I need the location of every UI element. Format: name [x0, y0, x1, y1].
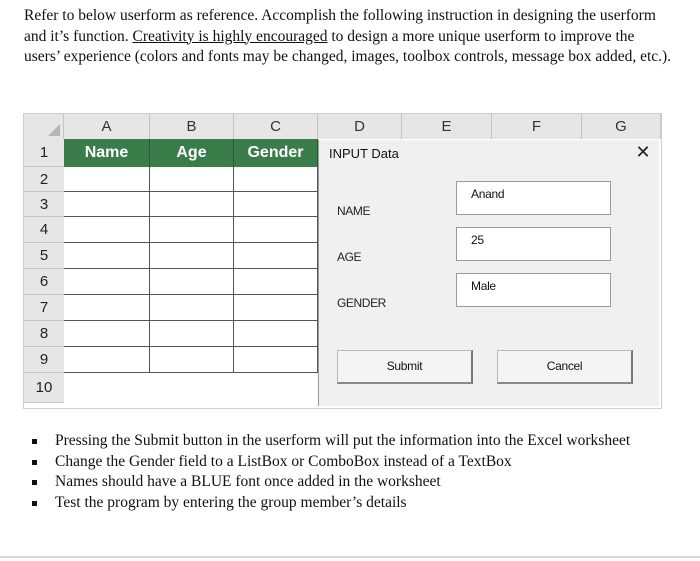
gender-label: GENDER — [337, 296, 386, 310]
list-item: Test the program by entering the group member’s details — [30, 493, 650, 514]
instructions-text-end: to design a more unique userform to improve the users’ experience (colors and fonts may be changed, images, toolbox controls, message box added, etc.). — [24, 27, 672, 65]
grid-cell[interactable] — [150, 192, 234, 217]
grid-cell[interactable] — [64, 295, 150, 321]
creativity-underlined-text: Creativity is highly encouraged — [132, 27, 328, 45]
age-label: AGE — [337, 250, 362, 264]
grid-cell[interactable] — [64, 243, 150, 269]
grid-cell[interactable] — [64, 192, 150, 217]
grid-cell[interactable] — [234, 217, 318, 243]
excel-screenshot — [23, 113, 662, 409]
gender-textbox[interactable]: Male — [456, 273, 611, 307]
column-header-g[interactable]: G — [582, 114, 661, 139]
cancel-button[interactable]: Cancel — [497, 350, 633, 384]
userform-title: INPUT Data — [329, 146, 399, 161]
userform-dialog — [318, 140, 659, 406]
grid-cell[interactable] — [150, 217, 234, 243]
column-header-e[interactable]: E — [402, 114, 492, 139]
close-icon[interactable]: ✕ — [635, 142, 651, 162]
grid-cell[interactable] — [150, 243, 234, 269]
column-header-f[interactable]: F — [492, 114, 582, 139]
grid-cell[interactable] — [64, 269, 150, 295]
grid-cell[interactable] — [234, 167, 318, 192]
age-textbox[interactable]: 25 — [456, 227, 611, 261]
grid-cell[interactable] — [150, 295, 234, 321]
row-header-5[interactable]: 5 — [24, 243, 64, 269]
column-header-b[interactable]: B — [150, 114, 234, 139]
grid-cell[interactable] — [234, 295, 318, 321]
row-header-1[interactable]: 1 — [24, 139, 64, 167]
grid-cell[interactable] — [150, 269, 234, 295]
grid-cell[interactable] — [234, 269, 318, 295]
grid-cell[interactable] — [234, 192, 318, 217]
requirements-list — [30, 431, 650, 513]
column-header-c[interactable]: C — [234, 114, 318, 139]
select-all-corner[interactable] — [24, 114, 64, 139]
grid-cell[interactable] — [234, 243, 318, 269]
row-header-10[interactable]: 10 — [24, 373, 64, 403]
grid-cell[interactable] — [150, 347, 234, 373]
row-header-3[interactable]: 3 — [24, 192, 64, 217]
list-item: Names should have a BLUE font once added in the worksheet — [30, 472, 650, 493]
grid-cell[interactable] — [150, 167, 234, 192]
row-header-8[interactable]: 8 — [24, 321, 64, 347]
grid-cell[interactable] — [64, 167, 150, 192]
row-header-4[interactable]: 4 — [24, 217, 64, 243]
name-textbox[interactable]: Anand — [456, 181, 611, 215]
header-cell-gender[interactable]: Gender — [234, 139, 318, 167]
instructions-text-start: Refer to below userform as reference. Accomplish the following instruction in designing the userform and it’s function. — [24, 7, 656, 45]
grid-cell[interactable] — [234, 321, 318, 347]
grid-cell[interactable] — [64, 347, 150, 373]
row-header-9[interactable]: 9 — [24, 347, 64, 373]
row-header-2[interactable]: 2 — [24, 167, 64, 192]
submit-button[interactable]: Submit — [337, 350, 473, 384]
name-label: NAME — [337, 204, 371, 218]
grid-cell[interactable] — [64, 217, 150, 243]
divider — [0, 556, 700, 558]
row-header-7[interactable]: 7 — [24, 295, 64, 321]
header-cell-age[interactable]: Age — [150, 139, 234, 167]
grid-cell[interactable] — [234, 347, 318, 373]
instructions-paragraph — [24, 6, 674, 68]
list-item: Change the Gender field to a ListBox or ComboBox instead of a TextBox — [30, 452, 650, 473]
row-header-6[interactable]: 6 — [24, 269, 64, 295]
header-cell-name[interactable]: Name — [64, 139, 150, 167]
grid-cell[interactable] — [64, 321, 150, 347]
column-header-d[interactable]: D — [318, 114, 402, 139]
grid-cell[interactable] — [150, 321, 234, 347]
column-header-a[interactable]: A — [64, 114, 150, 139]
list-item: Pressing the Submit button in the userform will put the information into the Excel worksheet — [30, 431, 650, 452]
